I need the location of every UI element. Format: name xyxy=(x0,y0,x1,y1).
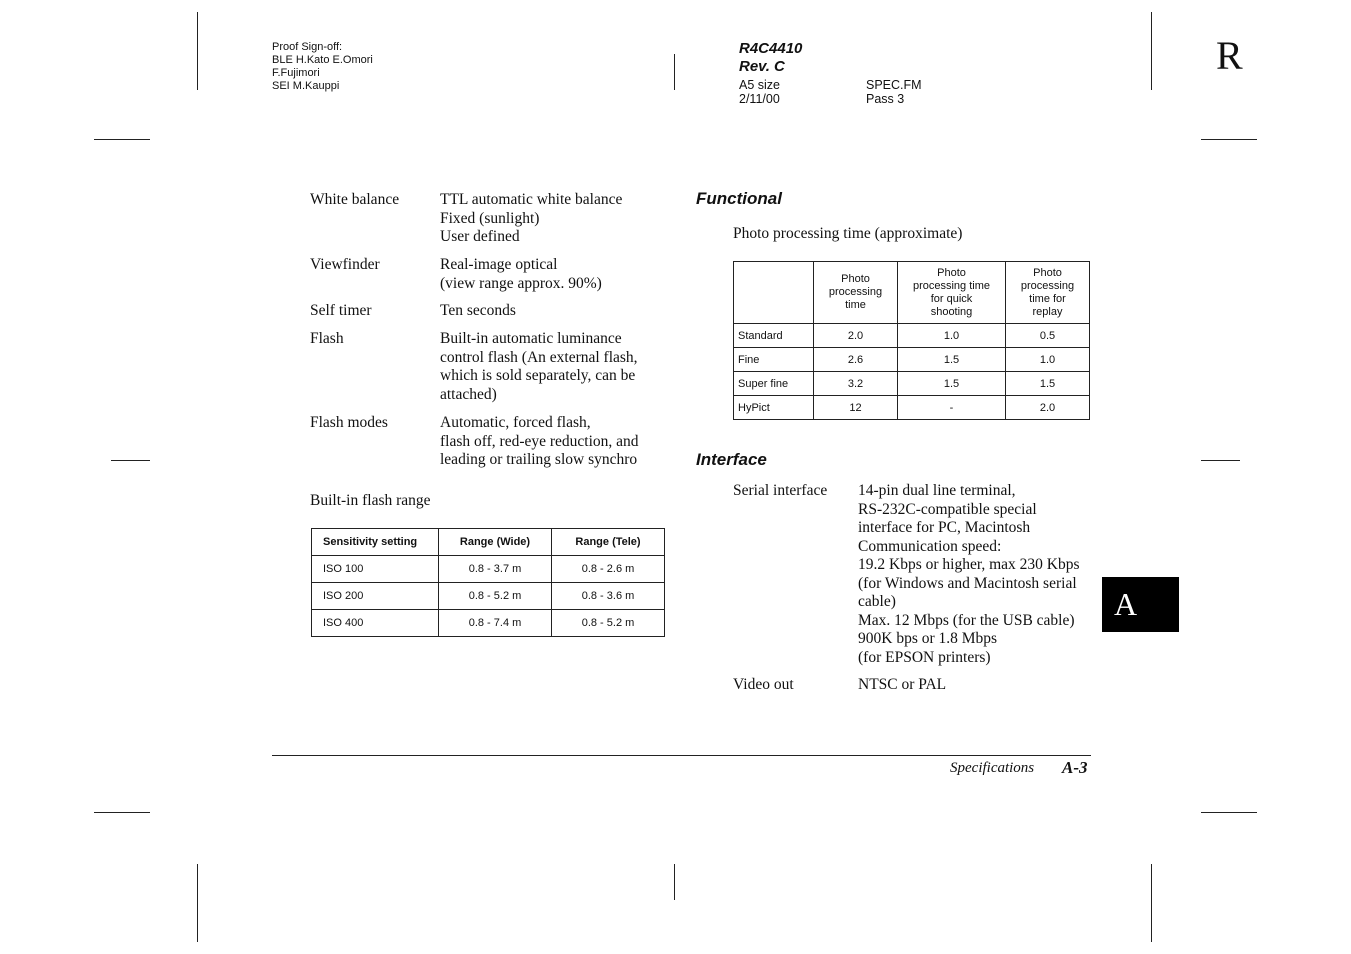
column-header xyxy=(734,262,814,324)
table-row xyxy=(312,610,665,637)
spec-value-viewfinder xyxy=(440,256,602,293)
table-cell: 0.8 - 3.7 m xyxy=(439,556,552,583)
spec-line: Communication speed: xyxy=(858,537,1002,555)
spec-value-self-timer xyxy=(440,302,516,321)
footer-rule xyxy=(272,755,1091,756)
spec-label-serial-interface: Serial interface xyxy=(733,482,828,499)
table-row xyxy=(312,583,665,610)
model-block xyxy=(739,40,802,76)
column-header xyxy=(1006,262,1090,324)
spec-label-white-balance: White balance xyxy=(310,191,400,208)
table-cell: Standard xyxy=(734,324,814,348)
section-thumb-tab: A xyxy=(1102,577,1179,632)
header-line: processing xyxy=(828,286,883,298)
spec-line: interface for PC, Macintosh xyxy=(858,519,1031,536)
spec-label-flash-modes: Flash modes xyxy=(310,414,388,431)
date: 2/11/00 xyxy=(739,92,780,106)
column-header xyxy=(814,262,898,324)
spec-line: cable) xyxy=(858,593,896,610)
spec-line: leading or trailing slow synchro xyxy=(440,451,638,468)
spec-value-serial-interface xyxy=(858,482,1080,667)
table-cell: 12 xyxy=(814,396,898,420)
proof-signoff xyxy=(272,41,373,93)
proof-line: Proof Sign-off: xyxy=(272,41,343,53)
proof-line: BLE H.Kato E.Omori xyxy=(272,54,373,66)
column-header: Range (Wide) xyxy=(439,529,552,556)
table-cell: ISO 400 xyxy=(312,610,439,637)
table-cell: - xyxy=(898,396,1006,420)
table-cell: Fine xyxy=(734,348,814,372)
header-line: processing xyxy=(1020,279,1075,292)
table-row xyxy=(734,324,1090,348)
model-number: R4C4410 xyxy=(739,40,803,57)
table-cell: 0.8 - 3.6 m xyxy=(552,583,665,610)
spec-line: 14-pin dual line terminal, xyxy=(858,482,1016,499)
header-line: for quick xyxy=(930,292,973,305)
crop-mark-top-left xyxy=(197,12,198,90)
spec-line: User defined xyxy=(440,228,520,245)
table-cell: ISO 200 xyxy=(312,583,439,610)
header-line: Photo xyxy=(937,266,966,279)
spec-line: control flash (An external flash, xyxy=(440,348,638,366)
proof-line: F.Fujimori xyxy=(272,67,320,79)
processing-caption: Photo processing time (approximate) xyxy=(733,225,963,242)
crop-mark-top-center xyxy=(674,54,675,90)
table-cell: 2.0 xyxy=(1006,396,1090,420)
table-cell: 1.5 xyxy=(898,348,1006,372)
spec-value-white-balance xyxy=(440,191,622,247)
flash-range-table xyxy=(311,528,665,637)
table-row xyxy=(312,556,665,583)
spec-line: which is sold separately, can be xyxy=(440,367,636,384)
column-header: Range (Tele) xyxy=(552,529,665,556)
spec-line: (for Windows and Macintosh serial xyxy=(858,574,1077,592)
pass-number: Pass 3 xyxy=(866,92,905,106)
spec-line: flash off, red-eye reduction, and xyxy=(440,432,639,450)
table-cell: 1.0 xyxy=(1006,348,1090,372)
file-name: SPEC.FM xyxy=(866,78,922,92)
table-cell: 0.8 - 5.2 m xyxy=(439,583,552,610)
crop-mark-upper-left xyxy=(94,139,150,140)
table-cell: 0.8 - 7.4 m xyxy=(439,610,552,637)
table-header-row xyxy=(734,262,1090,324)
section-heading-functional: Functional xyxy=(696,189,782,208)
table-cell: 0.5 xyxy=(1006,324,1090,348)
crop-mark-lower-right xyxy=(1201,812,1257,813)
spec-value-flash-modes xyxy=(440,414,639,470)
table-cell: 1.5 xyxy=(1006,372,1090,396)
spec-line: Built-in automatic luminance xyxy=(440,330,622,347)
spec-label-viewfinder: Viewfinder xyxy=(310,256,380,273)
spec-line: Real-image optical xyxy=(440,256,558,273)
crop-mark-bottom-right xyxy=(1151,864,1152,942)
table-cell: 1.5 xyxy=(898,372,1006,396)
header-line: replay xyxy=(1032,305,1063,318)
table-cell: 2.6 xyxy=(814,348,898,372)
corner-mark: R xyxy=(1216,33,1243,78)
flash-range-title: Built-in flash range xyxy=(310,492,431,509)
header-line: processing time xyxy=(912,279,991,292)
crop-mark-mid-left xyxy=(111,460,150,461)
header-line: time xyxy=(845,299,866,311)
header-line: time for xyxy=(1029,292,1066,305)
table-cell: 0.8 - 5.2 m xyxy=(552,610,665,637)
spec-line: Fixed (sunlight) xyxy=(440,209,540,227)
table-cell: 2.0 xyxy=(814,324,898,348)
footer-section-name: Specifications xyxy=(950,760,1035,776)
page-number: A-3 xyxy=(1062,758,1088,777)
header-line: shooting xyxy=(930,305,973,318)
table-cell: 3.2 xyxy=(814,372,898,396)
revision: Rev. C xyxy=(739,58,785,75)
header-line: Photo xyxy=(1033,266,1062,279)
spec-line: Ten seconds xyxy=(440,302,516,319)
processing-time-table xyxy=(733,261,1090,420)
table-cell: 0.8 - 2.6 m xyxy=(552,556,665,583)
table-row xyxy=(734,348,1090,372)
crop-mark-upper-right xyxy=(1201,139,1257,140)
proof-line: SEI M.Kauppi xyxy=(272,80,340,92)
table-cell: ISO 100 xyxy=(312,556,439,583)
spec-label-self-timer: Self timer xyxy=(310,302,372,319)
column-header: Sensitivity setting xyxy=(312,529,439,556)
table-row xyxy=(734,396,1090,420)
spec-line: Max. 12 Mbps (for the USB cable) xyxy=(858,611,1075,629)
spec-value-flash xyxy=(440,330,638,404)
spec-line: RS-232C-compatible special xyxy=(858,500,1037,518)
crop-mark-lower-left xyxy=(94,812,150,813)
spec-line: (view range approx. 90%) xyxy=(440,274,602,292)
paper-size: A5 size xyxy=(739,78,780,92)
crop-mark-mid-right xyxy=(1201,460,1240,461)
crop-mark-bottom-center xyxy=(674,864,675,900)
spec-label-flash: Flash xyxy=(310,330,344,347)
spec-line: Automatic, forced flash, xyxy=(440,414,591,431)
table-cell: Super fine xyxy=(734,372,814,396)
table-header-row xyxy=(312,529,665,556)
header-line: Photo xyxy=(841,273,870,285)
spec-line: 900K bps or 1.8 Mbps xyxy=(858,630,998,647)
crop-mark-top-right xyxy=(1151,12,1152,90)
spec-line: attached) xyxy=(440,385,497,403)
table-cell: 1.0 xyxy=(898,324,1006,348)
table-row xyxy=(734,372,1090,396)
spec-value-video-out: NTSC or PAL xyxy=(858,676,947,693)
spec-label-video-out: Video out xyxy=(733,676,794,693)
spec-line: 19.2 Kbps or higher, max 230 Kbps xyxy=(858,556,1080,573)
table-cell: HyPict xyxy=(734,396,814,420)
column-header xyxy=(898,262,1006,324)
spec-line: TTL automatic white balance xyxy=(440,191,623,208)
spec-line: (for EPSON printers) xyxy=(858,648,991,666)
section-heading-interface: Interface xyxy=(696,450,767,469)
crop-mark-bottom-left xyxy=(197,864,198,942)
